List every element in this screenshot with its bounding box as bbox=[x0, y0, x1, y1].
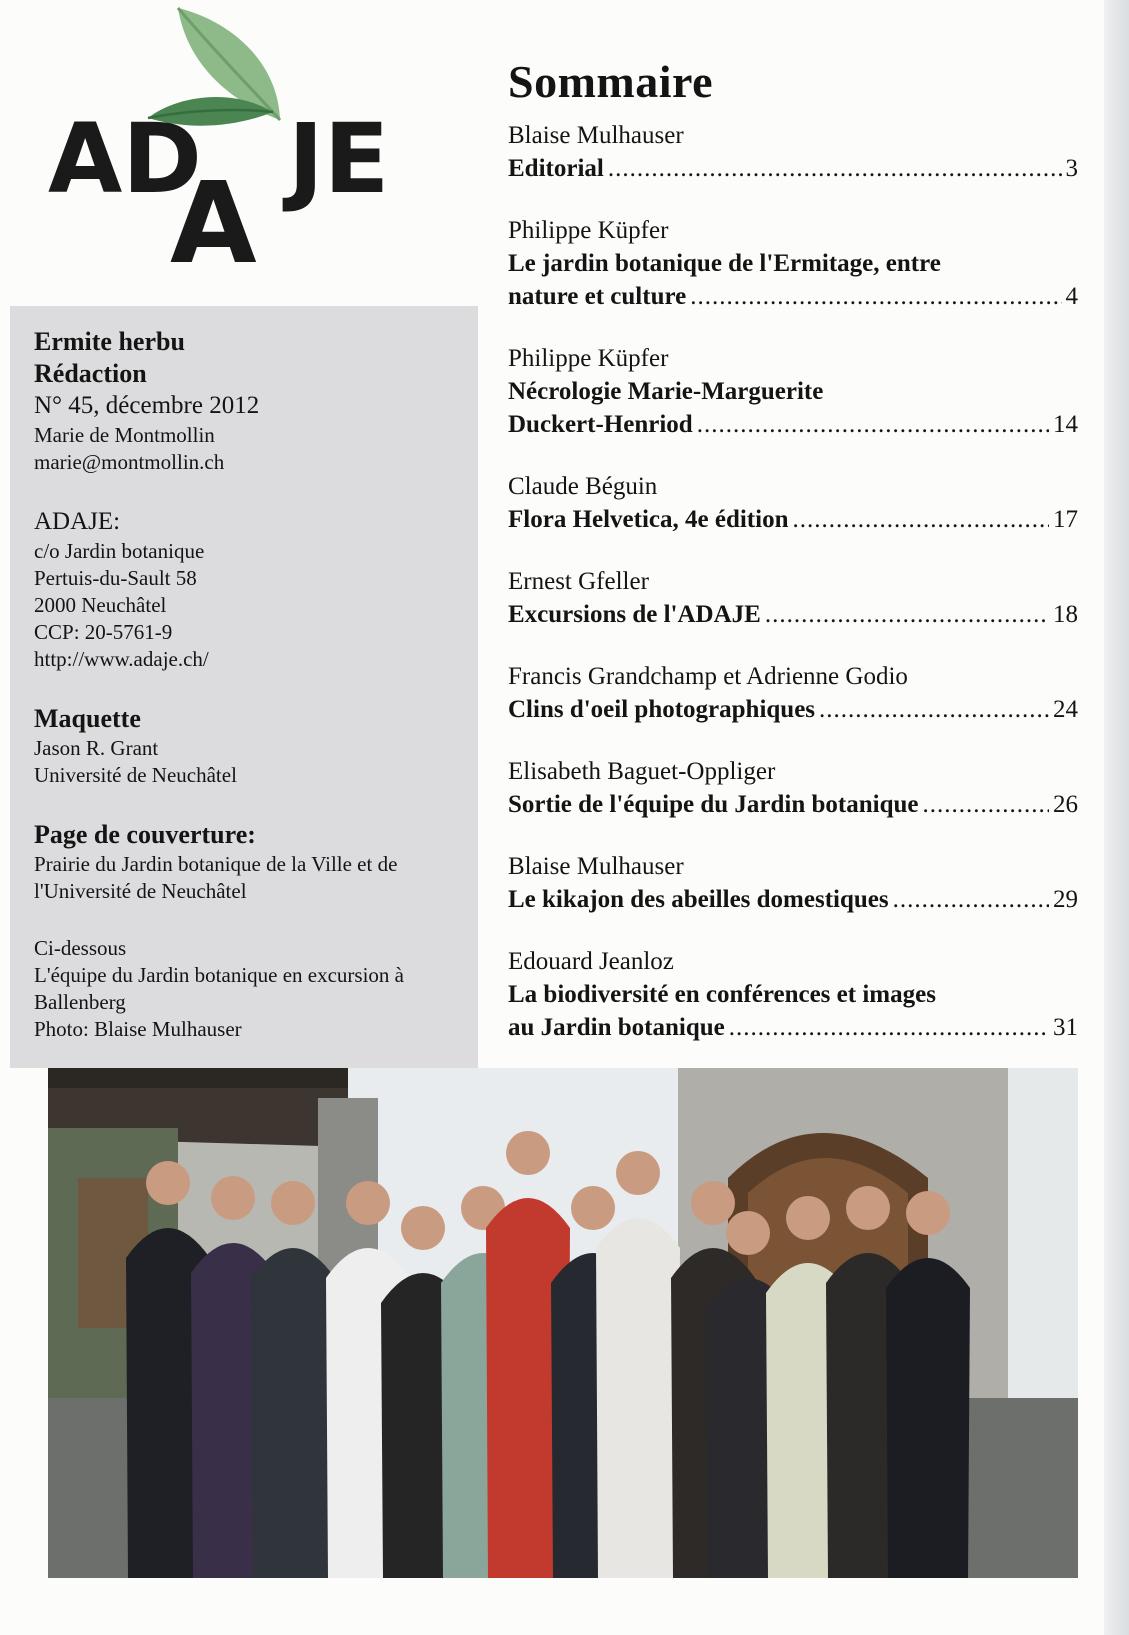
address-line: c/o Jardin botanique bbox=[34, 539, 205, 563]
toc-title: Sortie de l'équipe du Jardin botanique bbox=[508, 791, 919, 818]
person-head bbox=[616, 1151, 660, 1195]
toc-page-number: 4 bbox=[1065, 283, 1078, 310]
person-head bbox=[506, 1131, 550, 1175]
toc-title: Clins d'oeil photographiques bbox=[508, 696, 816, 723]
toc-entry[interactable] bbox=[508, 851, 1078, 916]
toc-title-line: Le jardin botanique de l'Ermitage, entre bbox=[508, 250, 941, 277]
toc-author: Francis Grandchamp et Adrienne Godio bbox=[508, 663, 908, 690]
person-body bbox=[251, 1248, 335, 1578]
cover-heading: Page de couverture: bbox=[34, 820, 256, 849]
website-link[interactable]: http://www.adaje.ch/ bbox=[34, 647, 209, 671]
logo-text-a: A bbox=[170, 159, 257, 289]
toc-page-number: 29 bbox=[1053, 886, 1078, 913]
photo-credit: Photo: Blaise Mulhauser bbox=[34, 1017, 242, 1041]
layout-affiliation: Université de Neuchâtel bbox=[34, 763, 237, 787]
below-label: Ci-dessous bbox=[34, 936, 127, 960]
toc-page-number: 24 bbox=[1053, 696, 1078, 723]
toc-title: Editorial bbox=[508, 155, 604, 182]
group-photo-image bbox=[48, 1068, 1078, 1578]
toc-entry[interactable] bbox=[508, 343, 1078, 441]
toc-entry[interactable] bbox=[508, 566, 1078, 631]
toc-title: Flora Helvetica, 4e édition bbox=[508, 506, 789, 533]
toc-entry[interactable] bbox=[508, 946, 1078, 1044]
person-head bbox=[346, 1181, 390, 1225]
group-photo bbox=[48, 1068, 1078, 1578]
table-of-contents bbox=[508, 56, 1078, 1074]
person-head bbox=[691, 1181, 735, 1225]
toc-list bbox=[508, 120, 1078, 1044]
adaje-logo bbox=[28, 0, 448, 300]
toc-page-number: 17 bbox=[1053, 506, 1078, 533]
toc-title: au Jardin botanique bbox=[508, 1014, 725, 1041]
toc-title: nature et culture bbox=[508, 283, 687, 310]
layout-person: Jason R. Grant bbox=[34, 736, 159, 760]
colophon-panel bbox=[10, 306, 478, 1068]
toc-entry[interactable] bbox=[508, 661, 1078, 726]
toc-title-line: La biodiversité en conférences et images bbox=[508, 981, 936, 1008]
editor-email[interactable]: marie@montmollin.ch bbox=[34, 450, 225, 474]
logo-text-je: JE bbox=[288, 103, 390, 215]
person-head bbox=[846, 1186, 890, 1230]
page-edge bbox=[1104, 0, 1129, 1635]
editor-name: Marie de Montmollin bbox=[34, 423, 215, 447]
toc-author: Elisabeth Baguet-Oppliger bbox=[508, 758, 776, 785]
toc-page-number: 31 bbox=[1053, 1014, 1078, 1041]
org-heading: ADAJE: bbox=[34, 508, 121, 535]
person-head bbox=[271, 1181, 315, 1225]
toc-author: Claude Béguin bbox=[508, 473, 658, 500]
publication-name: Ermite herbu bbox=[34, 327, 185, 356]
toc-entry[interactable] bbox=[508, 120, 1078, 185]
toc-leader-dots bbox=[765, 598, 1049, 631]
toc-leader-dots bbox=[893, 883, 1049, 916]
toc-author: Blaise Mulhauser bbox=[508, 122, 684, 149]
toc-title-line: Nécrologie Marie-Marguerite bbox=[508, 378, 824, 405]
person-head bbox=[211, 1176, 255, 1220]
toc-leader-dots bbox=[697, 408, 1049, 441]
toc-entry[interactable] bbox=[508, 215, 1078, 313]
logo-graphic bbox=[28, 0, 448, 300]
below-caption: L'équipe du Jardin botanique en excursion à Ballenberg bbox=[34, 963, 405, 1014]
address-line: Pertuis-du-Sault 58 bbox=[34, 566, 197, 590]
toc-leader-dots bbox=[608, 152, 1062, 185]
person-head bbox=[726, 1211, 770, 1255]
toc-page-number: 3 bbox=[1065, 155, 1078, 182]
toc-entry[interactable] bbox=[508, 756, 1078, 821]
toc-author: Philippe Küpfer bbox=[508, 345, 669, 372]
toc-leader-dots bbox=[729, 1011, 1049, 1044]
person-head bbox=[571, 1186, 615, 1230]
toc-leader-dots bbox=[819, 693, 1049, 726]
toc-page-number: 14 bbox=[1053, 411, 1078, 438]
sommaire-heading: Sommaire bbox=[508, 56, 714, 107]
toc-author: Ernest Gfeller bbox=[508, 568, 649, 595]
person-head bbox=[786, 1196, 830, 1240]
address-line: 2000 Neuchâtel bbox=[34, 593, 167, 617]
toc-leader-dots bbox=[792, 503, 1049, 536]
toc-title: Le kikajon des abeilles domestiques bbox=[508, 886, 889, 913]
toc-leader-dots bbox=[923, 788, 1050, 821]
cover-text: Prairie du Jardin botanique de la Ville et de l'Université de Neuchâtel bbox=[34, 852, 398, 903]
person-head bbox=[146, 1161, 190, 1205]
toc-leader-dots bbox=[690, 280, 1061, 313]
person-body bbox=[886, 1258, 970, 1578]
toc-author: Edouard Jeanloz bbox=[508, 948, 674, 975]
person-body bbox=[596, 1218, 680, 1578]
issue-number: N° 45, décembre 2012 bbox=[34, 392, 260, 419]
address-line: CCP: 20-5761-9 bbox=[34, 620, 173, 644]
person-head bbox=[906, 1191, 950, 1235]
person-head bbox=[401, 1206, 445, 1250]
toc-title: Duckert-Henriod bbox=[508, 411, 693, 438]
toc-title: Excursions de l'ADAJE bbox=[508, 601, 761, 628]
toc-author: Philippe Küpfer bbox=[508, 217, 669, 244]
layout-heading: Maquette bbox=[34, 704, 141, 733]
toc-page-number: 26 bbox=[1053, 791, 1078, 818]
toc-page-number: 18 bbox=[1053, 601, 1078, 628]
toc-author: Blaise Mulhauser bbox=[508, 853, 684, 880]
logo-text-ad: AD bbox=[48, 103, 202, 215]
redaction-heading: Rédaction bbox=[34, 359, 147, 388]
toc-entry[interactable] bbox=[508, 471, 1078, 536]
